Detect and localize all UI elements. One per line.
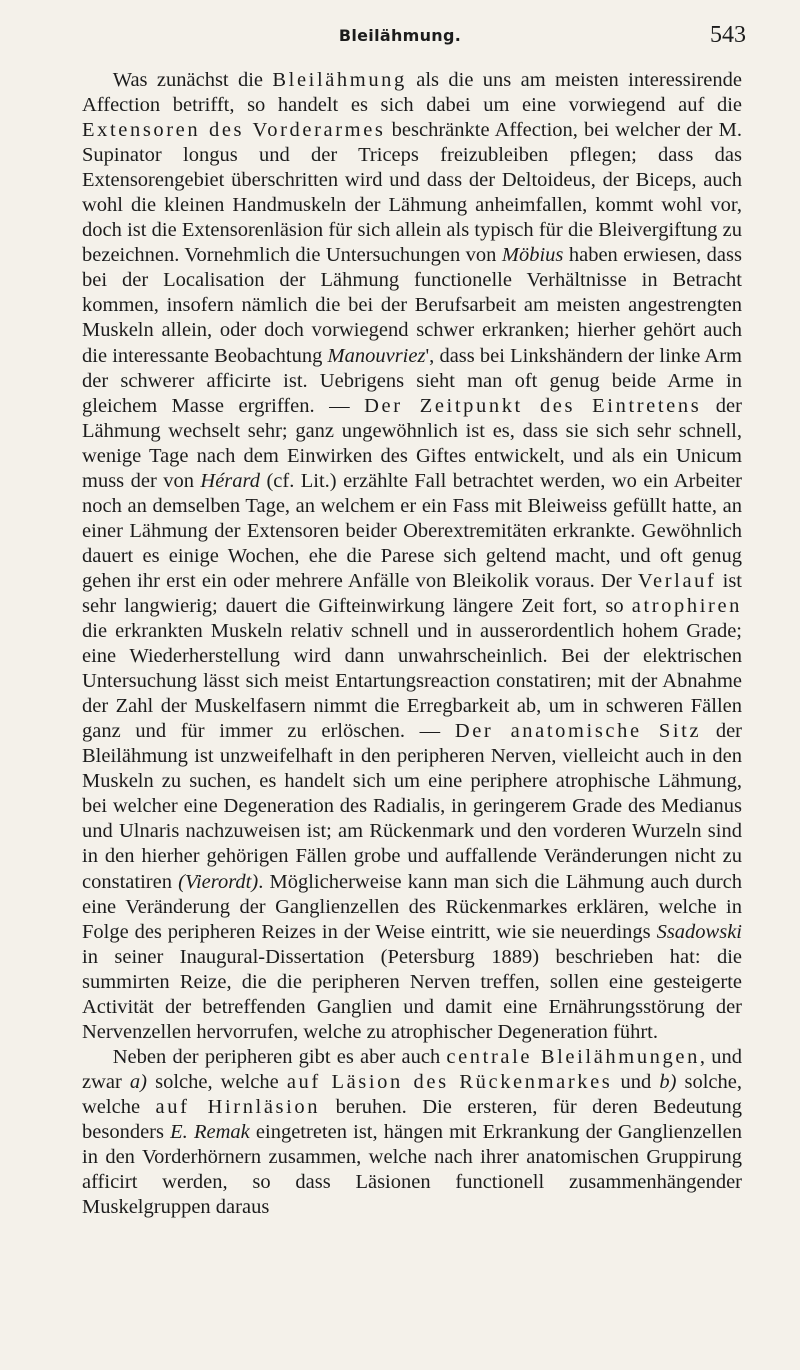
spaced-emphasis: auf Hirnläsion: [155, 1095, 321, 1118]
text-run: und: [612, 1070, 660, 1093]
running-title: Bleilähmung.: [338, 26, 462, 45]
spaced-emphasis: atrophiren: [631, 594, 742, 617]
spaced-emphasis: Der anatomische Sitz: [454, 720, 702, 743]
spaced-emphasis: Der Zeitpunkt des Eintretens: [364, 394, 702, 417]
italic-name: (Vierordt): [178, 870, 259, 893]
text-run: Was zunächst die: [112, 69, 273, 91]
italic-name: Ssadowski: [656, 920, 742, 943]
text-run: der Lähmung wechselt sehr; ganz ungewöhnlich ist es, dass sie sich sehr schnell, wenige Tage nach dem Einwirken des Giftes entwickelt, und als ein Unicum muss der von: [82, 394, 742, 492]
body-text: [82, 68, 742, 1220]
text-run: eingetreten ist, hängen mit Erkrankung der Ganglienzellen in den Vorderhörnern zusammen, welche nach ihrer anatomischen Gruppirung afficirt werden, so dass Läsionen functionell zusammenhängender Muskelgruppen daraus: [82, 1120, 743, 1219]
paragraph: [82, 1045, 742, 1220]
italic-name: Hérard: [200, 469, 261, 492]
spaced-emphasis: centrale Bleilähmungen: [446, 1045, 700, 1068]
text-run: ', dass bei Linkshändern der linke Arm der schwerer afficirte ist. Uebrigens sieht man oft genug beide Arme in gleichem Masse ergriffen. —: [82, 344, 743, 417]
text-run: . Möglicherweise kann man sich die Lähmung auch durch eine Veränderung der Ganglienzellen des Rückenmarkes erklären, welche in Folge des peripheren Reizes in der Weise eintritt, wie sie neuerdings: [82, 870, 742, 943]
text-run: beruhen. Die ersteren, für deren Bedeutung besonders: [82, 1095, 743, 1143]
spaced-emphasis: Bleilähmung: [272, 69, 407, 91]
text-run: der Bleilähmung ist unzweifelhaft in den peripheren Nerven, vielleicht auch in den Muskeln zu suchen, es handelt sich um eine periphere atrophische Lähmung, bei welcher eine Degeneration des Radialis, in geringerem Grade des Medianus und Ulnaris nachzuweisen ist; am Rückenmark und den vorderen Wurzeln sind in den hierher gehörigen Fällen grobe und auffallende Veränderungen nicht zu constatiren: [82, 720, 742, 893]
text-run: als die uns am meisten interessirende Affection betrifft, so handelt es sich dabei um eine vorwiegend auf die: [82, 69, 742, 117]
text-run: haben erwiesen, dass bei der Localisation der Lähmung functionelle Verhältnisse in Betracht kommen, insofern nämlich die bei der Berufsarbeit am meisten angestrengten Muskeln allein, oder doch vorwiegend schwer erkranken; hierher gehört auch die interessante Beobachtung: [82, 244, 742, 367]
page-number: 543: [710, 22, 746, 48]
text-run: solche, welche: [82, 1070, 742, 1118]
spaced-emphasis: Verlauf: [637, 569, 717, 592]
text-run: in seiner Inaugural-Dissertation (Petersburg 1889) beschrieben hat: die summirten Reize, die die peripheren Nerven treffen, sollen eine gesteigerte Activität der betreffenden Ganglien und damit eine Ernährungsstörung der Nervenzellen hervorrufen, welche zu atrophischer Degeneration führt.: [82, 945, 742, 1043]
italic-name: E. Remak: [170, 1120, 250, 1143]
italic-name: b): [659, 1070, 677, 1093]
spaced-emphasis: Extensoren des Vorderarmes: [82, 119, 386, 142]
paragraph: [82, 68, 742, 1045]
text-run: ist sehr langwierig; dauert die Gifteinwirkung längere Zeit fort, so: [82, 569, 742, 617]
text-run: , und zwar: [82, 1045, 742, 1093]
spaced-emphasis: auf Läsion des Rückenmarkes: [286, 1070, 613, 1093]
text-run: die erkrankten Muskeln relativ schnell und in ausserordentlich hohem Grade; eine Wiederherstellung wird dann unwahrscheinlich. Bei der elektrischen Untersuchung lässt sich meist Entartungsreaction constatiren; mit der Abnahme der Zahl der Muskelfasern nimmt die Erregbarkeit ab, um in schweren Fällen ganz und für immer zu erlöschen. —: [82, 620, 742, 743]
italic-name: Möbius: [501, 244, 564, 267]
text-run: (cf. Lit.) erzählte Fall betrachtet werden, wo ein Arbeiter noch an demselben Tage, an welchem er ein Fass mit Bleiweiss gefüllt hatte, an einer Lähmung der Extensoren beider Oberextremitäten erkrankte. Gewöhnlich dauert es einige Wochen, ehe die Parese sich geltend macht, und oft genug gehen ihr erst ein oder mehrere Anfälle von Bleikolik voraus. Der: [82, 469, 743, 592]
text-run: solche, welche: [147, 1070, 287, 1093]
italic-name: a): [129, 1070, 147, 1093]
text-run: beschränkte Affection, bei welcher der M. Supinator longus und der Triceps freizubleiben pflegen; dass das Extensorengebiet überschritten wird und dass der Deltoideus, der Biceps, auch wohl die kleinen Handmuskeln der Lähmung anheimfallen, kommt wohl vor, doch ist die Extensorenläsion für sich allein als typisch für die Bleivergiftung zu bezeichnen. Vornehmlich die Untersuchungen von: [82, 119, 743, 267]
page-header: [0, 22, 800, 56]
text-run: Neben der peripheren gibt es aber auch: [112, 1045, 447, 1068]
italic-name: Manouvriez: [327, 344, 426, 367]
